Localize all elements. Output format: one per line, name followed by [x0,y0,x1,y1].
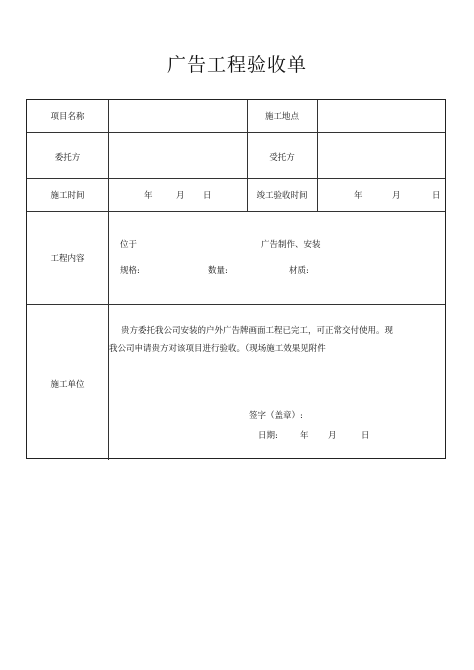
recipient-field[interactable] [318,133,445,177]
recipient-label: 受托方 [269,153,295,163]
construction-unit-label: 施工单位 [50,380,85,390]
row-divider [27,304,445,305]
start-day-label: 日 [203,191,212,201]
located-at-label: 位于 [120,240,138,250]
date-year-label: 年 [300,431,309,441]
content-label: 工程内容 [50,254,85,264]
client-field[interactable] [109,133,246,177]
row-divider [27,211,445,212]
start-year-label: 年 [144,191,153,201]
client-label: 委托方 [54,153,81,163]
acceptance-year-label: 年 [354,191,363,201]
start-month-label: 月 [176,191,185,201]
statement-line-1: 贵方委托我公司安装的户外广告牌画面工程已完工，可正常交付使用。现 [121,326,394,336]
acceptance-month-label: 月 [392,191,401,201]
project-name-label: 项目名称 [50,112,85,122]
date-month-label: 月 [328,431,337,441]
quantity-label: 数量: [208,266,228,276]
construction-site-label: 施工地点 [264,112,299,122]
acceptance-day-label: 日 [432,191,441,201]
production-type-text: 广告制作、安装 [261,240,321,250]
row-divider [27,178,445,179]
document-title: 广告工程验收单 [166,54,307,76]
material-label: 材质: [289,266,309,276]
signature-label: 签字（盖章）: [249,411,303,421]
spec-label: 规格: [120,266,140,276]
acceptance-time-label: 竣工验收时间 [256,191,308,201]
project-name-field[interactable] [109,101,246,131]
start-time-label: 施工时间 [50,191,85,201]
date-label: 日期: [258,431,278,441]
date-day-label: 日 [361,431,370,441]
acceptance-form-table [26,99,446,459]
statement-line-2: 我公司申请贵方对该项目进行验收。（现场施工效果见附件 [109,344,326,354]
construction-site-field[interactable] [318,101,445,131]
